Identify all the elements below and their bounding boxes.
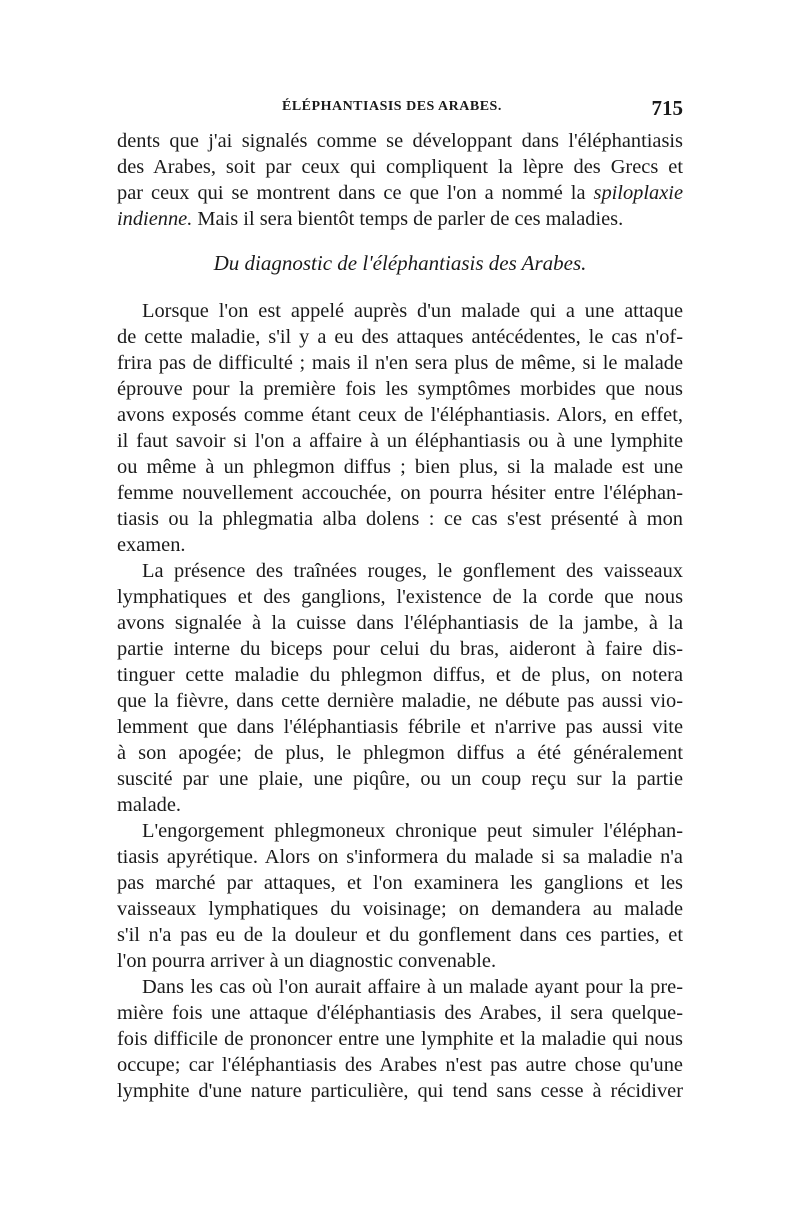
text-line: des Arabes, soit par ceux qui compliquent la lèpre des Grecs et (117, 156, 683, 178)
text-line: Lorsque l'on est appelé auprès d'un malade qui a une attaque (142, 300, 683, 322)
text-line: La présence des traînées rouges, le gonflement des vaisseaux (142, 560, 683, 582)
text-line: de cette maladie, s'il y a eu des attaques antécédentes, le cas n'of- (117, 326, 683, 348)
text-line: malade. (117, 794, 181, 816)
italic-term: indienne. (117, 208, 193, 230)
text-line: lemment que dans l'éléphantiasis fébrile et n'arrive pas aussi vite (117, 716, 683, 738)
text-line: pas marché par attaques, et l'on examinera les ganglions et les (117, 872, 683, 894)
text-line: fois difficile de prononcer entre une lymphite et la maladie qui nous (117, 1028, 683, 1050)
text-line: tinguer cette maladie du phlegmon diffus, et de plus, on notera (117, 664, 683, 686)
text-line: vaisseaux lymphatiques du voisinage; on demandera au malade (117, 898, 683, 920)
text-line (117, 206, 683, 232)
page-number: 715 (651, 96, 683, 120)
paragraph-continuation (117, 128, 683, 232)
text-line: l'on pourra arriver à un diagnostic convenable. (117, 950, 497, 972)
paragraph (117, 558, 683, 818)
text-line: s'il n'a pas eu de la douleur et du gonflement dans ces parties, et (117, 924, 683, 946)
text-line: tiasis ou la phlegmatia alba dolens : ce cas s'est présenté à mon (117, 508, 683, 530)
section-heading: Du diagnostic de l'éléphantiasis des Arabes. (213, 251, 587, 275)
text-line: Dans les cas où l'on aurait affaire à un malade ayant pour la pre- (142, 976, 683, 998)
text-line: partie interne du biceps pour celui du bras, aideront à faire dis- (117, 638, 683, 660)
paragraph (117, 298, 683, 558)
text-line: mière fois une attaque d'éléphantiasis des Arabes, il sera quelque- (117, 1002, 683, 1024)
running-title: ÉLÉPHANTIASIS DES ARABES. (282, 99, 502, 114)
text-line: éprouve pour la première fois les symptômes morbides que nous (117, 378, 683, 400)
text-run: par ceux qui se montrent dans ce que l'on a nommé la (117, 182, 586, 204)
italic-term: spiloplaxie (593, 182, 683, 204)
text-line: examen. (117, 534, 186, 556)
text-line: à son apogée; de plus, le phlegmon diffus a été généralement (117, 742, 683, 764)
text-line: il faut savoir si l'on a affaire à un éléphantiasis ou à une lymphite (117, 430, 683, 452)
text-line: suscité par une plaie, une piqûre, ou un coup reçu sur la partie (117, 768, 683, 790)
spacer (117, 276, 683, 298)
text-line: avons signalée à la cuisse dans l'éléphantiasis de la jambe, à la (117, 612, 683, 634)
text-line (117, 180, 683, 206)
paragraph (117, 818, 683, 974)
text-line: frira pas de difficulté ; mais il n'en sera plus de même, si le malade (117, 352, 683, 374)
text-run: Mais il sera bientôt temps de parler de ces maladies. (197, 208, 624, 230)
text-line: femme nouvellement accouchée, on pourra hésiter entre l'éléphan- (117, 482, 683, 504)
text-line: que la fièvre, dans cette dernière maladie, ne débute pas aussi vio- (117, 690, 683, 712)
text-line: dents que j'ai signalés comme se développant dans l'éléphantiasis (117, 130, 683, 152)
body-text (117, 128, 683, 1104)
text-line: lymphatiques et des ganglions, l'existence de la corde que nous (117, 586, 683, 608)
text-line: lymphite d'une nature particulière, qui tend sans cesse à récidiver (117, 1080, 683, 1102)
text-line: occupe; car l'éléphantiasis des Arabes n'est pas autre chose qu'une (117, 1054, 683, 1076)
text-line: L'engorgement phlegmoneux chronique peut simuler l'éléphan- (142, 820, 683, 842)
running-head (117, 96, 683, 121)
text-line: avons exposés comme étant ceux de l'éléphantiasis. Alors, en effet, (117, 404, 683, 426)
text-line: ou même à un phlegmon diffus ; bien plus, si la malade est une (117, 456, 683, 478)
spacer (117, 232, 683, 250)
paragraph (117, 974, 683, 1104)
text-line: tiasis apyrétique. Alors on s'informera du malade si sa maladie n'a (117, 846, 683, 868)
